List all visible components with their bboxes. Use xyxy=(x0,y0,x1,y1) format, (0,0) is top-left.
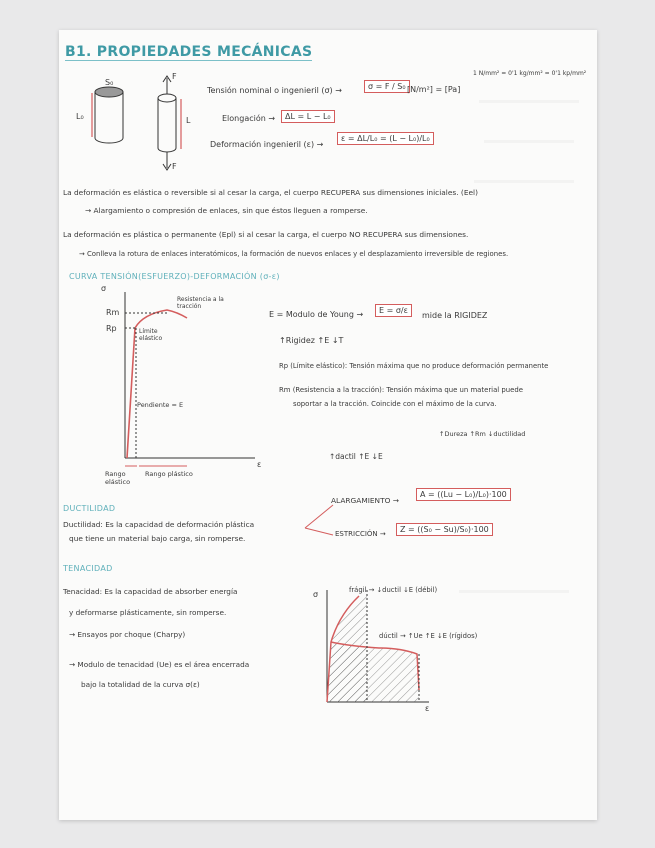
tension-formula: σ = F / S₀ xyxy=(364,80,410,93)
force-top-label: F xyxy=(172,72,177,81)
rigidez-rule: ↑Rigidez ↑E ↓T xyxy=(279,336,344,345)
elongation-def: Elongación → xyxy=(222,114,276,123)
limite-label: Límite elástico xyxy=(139,328,163,342)
tension-units: [N/m²] = [Pa] xyxy=(407,85,461,94)
l0-label: L₀ xyxy=(76,112,84,121)
force-bottom-label: F xyxy=(172,162,177,171)
estriccion-formula: Z = ((S₀ − Su)/S₀)·100 xyxy=(396,523,493,536)
rango-plastico-label: Rango plástico xyxy=(145,470,193,478)
toughness-sigma: σ xyxy=(313,590,319,599)
curve-section-header: CURVA TENSIÓN(ESFUERZO)-DEFORMACIÓN (σ-ε) xyxy=(69,272,280,281)
ductil-rule: ↑dactil ↑E ↓E xyxy=(329,452,383,461)
sigma-axis-label: σ xyxy=(101,284,107,293)
young-measures: mide la RIGIDEZ xyxy=(422,311,488,320)
fragil-label: frágil → ↓ductil ↓E (débil) xyxy=(349,586,438,594)
young-def: E = Modulo de Young → xyxy=(269,310,364,319)
elastic-def: La deformación es elástica o reversible si al cesar la carga, el cuerpo RECUPERA sus dimensiones iniciales. (Eel) xyxy=(63,188,478,197)
s0-label: S₀ xyxy=(105,78,114,87)
toughness-epsilon: ε xyxy=(425,704,430,713)
tenacidad-def-2: y deformarse plásticamente, sin romperse. xyxy=(69,608,227,617)
rango-elastico-label: Rango elástico xyxy=(105,470,131,486)
rm-label: Rm xyxy=(106,308,120,317)
notebook-page xyxy=(59,30,597,820)
young-formula: E = σ/ε xyxy=(375,304,412,317)
rm-def-2: soportar a la tracción. Coincide con el máximo de la curva. xyxy=(293,400,497,408)
tenacidad-modulo: → Modulo de tenacidad (Ue) es el área encerrada xyxy=(69,660,250,669)
tension-def: Tensión nominal o ingenieril (σ) → xyxy=(207,86,342,95)
l-label: L xyxy=(186,116,191,125)
resistencia-label: Resistencia a la tracción xyxy=(177,296,224,310)
page-title: B1. PROPIEDADES MECÁNICAS xyxy=(65,44,313,60)
deformation-formula: ε = ΔL/L₀ = (L − L₀)/L₀ xyxy=(337,132,434,145)
ductilidad-def-2: que tiene un material bajo carga, sin romperse. xyxy=(69,534,246,543)
ductil-label: dúctil → ↑Ue ↑E ↓E (rígidos) xyxy=(379,632,478,640)
tenacidad-header: TENACIDAD xyxy=(63,564,113,573)
rp-label: Rp xyxy=(106,324,117,333)
plastic-detail: → Conlleva la rotura de enlaces interatómicos, la formación de nuevos enlaces y el desplazamiento irreversible de regiones. xyxy=(79,250,509,258)
plastic-def: La deformación es plástica o permanente (Epl) si al cesar la carga, el cuerpo NO RECUPERA sus dimensiones. xyxy=(63,230,469,239)
rm-def-1: Rm (Resistencia a la tracción): Tensión máxima que un material puede xyxy=(279,386,523,394)
epsilon-axis-label: ε xyxy=(257,460,262,469)
unit-conversion: 1 N/mm² = 0'1 kg/mm² = 0'1 kp/mm² xyxy=(473,70,587,77)
tenacidad-def-1: Tenacidad: Es la capacidad de absorber energía xyxy=(63,587,238,596)
toughness-chart xyxy=(59,30,597,820)
ductilidad-header: DUCTILIDAD xyxy=(63,504,116,513)
alargamiento-label: ALARGAMIENTO → xyxy=(331,496,399,505)
elastic-detail: → Alargamiento o compresión de enlaces, sin que éstos lleguen a romperse. xyxy=(85,206,368,215)
tenacidad-modulo-2: bajo la totalidad de la curva σ(ε) xyxy=(81,680,200,689)
estriccion-label: ESTRICCIÓN → xyxy=(335,530,386,538)
dureza-rule: ↑Dureza ↑Rm ↓ductilidad xyxy=(439,430,526,438)
deformation-def: Deformación ingenieril (ε) → xyxy=(210,140,324,149)
tenacidad-charpy: → Ensayos por choque (Charpy) xyxy=(69,630,186,639)
alargamiento-formula: A = ((Lu − L₀)/L₀)·100 xyxy=(416,488,511,501)
pendiente-label: Pendiente = E xyxy=(137,401,184,409)
rp-def: Rp (Límite elástico): Tensión máxima que no produce deformación permanente xyxy=(279,362,549,370)
ductilidad-def-1: Ductilidad: Es la capacidad de deformación plástica xyxy=(63,520,255,529)
elongation-formula: ΔL = L − L₀ xyxy=(281,110,335,123)
